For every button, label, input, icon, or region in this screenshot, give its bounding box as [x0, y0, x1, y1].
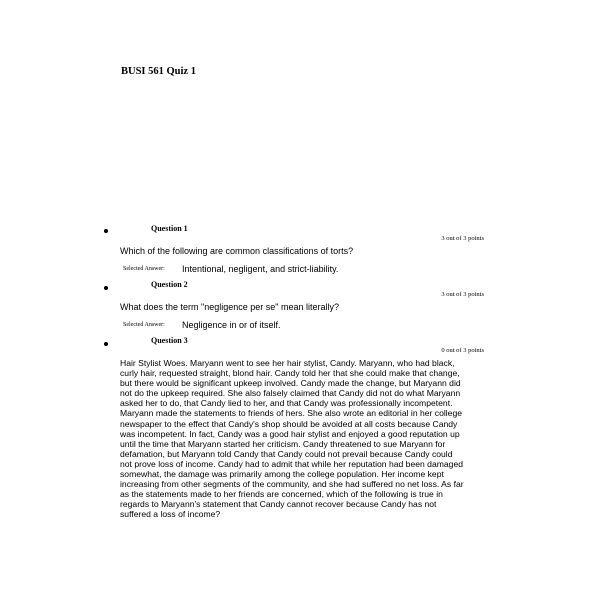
- question-3-bullet: [104, 342, 108, 346]
- question-3-text: Hair Stylist Woes. Maryann went to see her hair stylist, Candy. Maryann, who had black, curly hair, requested straight, blond hair. Candy told her that she could make that change, but there would be significant upkeep involved. Candy made the change, but Maryann did not do the upkeep required. She also falsely claimed that Candy did not do what Maryann asked her to do, that Candy lied to her, and that Candy was professionally incompetent. Maryann made the statements to friends of hers. She also wrote an editorial in her college newspaper to the effect that Candy's shop should be avoided at all costs because Candy was incompetent. In fact, Candy was a good hair stylist and enjoyed a good reputation up until the time that Maryann started her criticism. Candy threatened to sue Maryann for defamation, but Maryann told Candy that Candy could not prevail because Candy could not prove loss of income. Candy had to admit that while her reputation had been damaged somewhat, the damage was primarily among the college population. Her income kept increasing from other segments of the community, and she had suffered no net loss. As far as the statements made to her friends are concerned, which of the following is true in regards to Maryann's statement that Candy cannot recover because Candy has not suffered a loss of income?: [120, 358, 464, 520]
- question-1-title: Question 1: [151, 224, 188, 233]
- question-3-points: 0 out of 3 points: [441, 347, 484, 354]
- question-2-selected-answer: Negligence in or of itself.: [182, 320, 281, 330]
- question-1-bullet: [104, 229, 108, 233]
- question-1-answer-row: [123, 263, 338, 275]
- question-1-points: 3 out of 3 points: [441, 235, 484, 242]
- document-title: BUSI 561 Quiz 1: [121, 66, 196, 77]
- selected-answer-label: Selected Answer:: [123, 322, 165, 328]
- question-2-points: 3 out of 3 points: [441, 291, 484, 298]
- question-1-selected-answer: Intentional, negligent, and strict-liability.: [182, 264, 339, 274]
- selected-answer-label: Selected Answer:: [123, 266, 165, 272]
- question-2-answer-row: [123, 319, 281, 331]
- question-2-text: What does the term "negligence per se" mean literally?: [120, 302, 340, 312]
- question-3-title: Question 3: [151, 336, 188, 345]
- question-1-text: Which of the following are common classifications of torts?: [120, 246, 354, 256]
- question-2-bullet: [104, 286, 108, 290]
- question-2-title: Question 2: [151, 280, 188, 289]
